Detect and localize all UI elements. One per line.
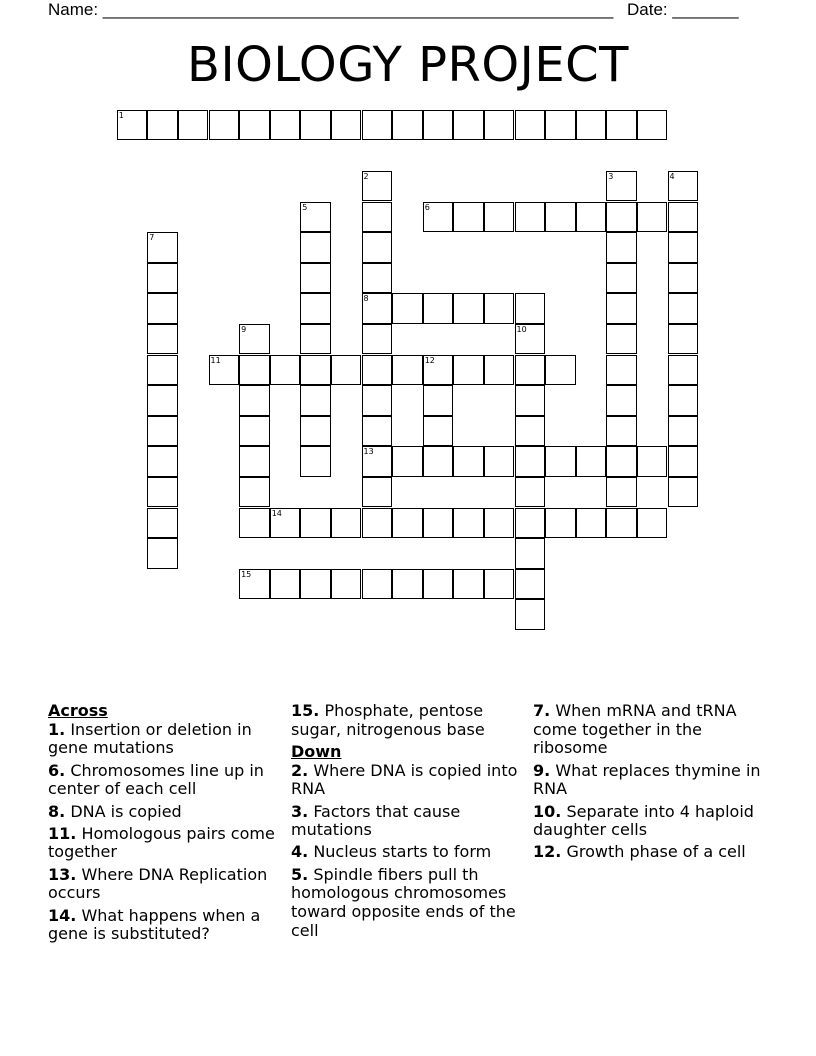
crossword-cell[interactable] bbox=[300, 416, 331, 447]
crossword-cell[interactable] bbox=[362, 477, 393, 508]
clue-number: 8. bbox=[48, 801, 66, 821]
crossword-cell[interactable] bbox=[515, 446, 546, 477]
crossword-cell[interactable] bbox=[484, 202, 515, 233]
crossword-cell[interactable] bbox=[239, 446, 270, 477]
clues-column-2 bbox=[291, 702, 526, 944]
clue-down-5 bbox=[291, 866, 526, 941]
crossword-cell[interactable] bbox=[362, 508, 393, 539]
cell-number: 5 bbox=[302, 202, 308, 212]
crossword-cell[interactable] bbox=[576, 202, 607, 233]
crossword-cell[interactable] bbox=[453, 355, 484, 386]
crossword-cell[interactable] bbox=[453, 569, 484, 600]
cell-number: 9 bbox=[241, 324, 247, 334]
crossword-cell[interactable] bbox=[484, 293, 515, 324]
crossword-cell[interactable] bbox=[239, 324, 270, 355]
crossword-cell[interactable] bbox=[606, 355, 637, 386]
crossword-cell[interactable] bbox=[423, 293, 454, 324]
crossword-cell[interactable] bbox=[484, 110, 515, 141]
crossword-cell[interactable] bbox=[270, 569, 301, 600]
crossword-cell[interactable] bbox=[147, 263, 178, 294]
cell-number: 15 bbox=[241, 569, 252, 579]
clue-number: 15. bbox=[291, 701, 320, 720]
crossword-cell[interactable] bbox=[270, 508, 301, 539]
cell-number: 2 bbox=[363, 171, 369, 181]
clue-text: Nucleus starts to form bbox=[313, 842, 492, 862]
clue-text: Where DNA Replication occurs bbox=[48, 864, 268, 903]
crossword-cell[interactable] bbox=[331, 508, 362, 539]
crossword-cell[interactable] bbox=[545, 355, 576, 386]
crossword-cell[interactable] bbox=[484, 508, 515, 539]
crossword-cell[interactable] bbox=[515, 569, 546, 600]
crossword-cell[interactable] bbox=[668, 385, 699, 416]
clue-number: 13. bbox=[48, 864, 77, 884]
crossword-cell[interactable] bbox=[606, 202, 637, 233]
name-field-label[interactable]: Name: ______________________________________________________ bbox=[48, 0, 614, 19]
crossword-cell[interactable] bbox=[668, 355, 699, 386]
crossword-cell[interactable] bbox=[668, 416, 699, 447]
clue-across-6 bbox=[48, 762, 280, 799]
clue-number: 11. bbox=[48, 823, 77, 843]
clues-column-3 bbox=[533, 702, 768, 866]
clue-text: Growth phase of a cell bbox=[566, 842, 746, 862]
crossword-cell[interactable] bbox=[239, 416, 270, 447]
clue-number: 10. bbox=[533, 801, 562, 821]
crossword-cell[interactable] bbox=[147, 293, 178, 324]
crossword-cell[interactable] bbox=[606, 171, 637, 202]
crossword-cell[interactable] bbox=[362, 293, 393, 324]
clue-text: Homologous pairs come together bbox=[48, 823, 275, 862]
crossword-cell[interactable] bbox=[576, 446, 607, 477]
cell-number: 8 bbox=[363, 294, 369, 304]
clue-text: DNA is copied bbox=[70, 801, 182, 821]
crossword-cell[interactable] bbox=[362, 324, 393, 355]
crossword-cell[interactable] bbox=[331, 569, 362, 600]
crossword-cell[interactable] bbox=[362, 569, 393, 600]
crossword-cell[interactable] bbox=[453, 110, 484, 141]
crossword-cell[interactable] bbox=[300, 293, 331, 324]
crossword-cell[interactable] bbox=[515, 293, 546, 324]
crossword-cell[interactable] bbox=[239, 385, 270, 416]
clue-across-11 bbox=[48, 825, 280, 862]
crossword-cell[interactable] bbox=[515, 355, 546, 386]
clue-text: Separate into 4 haploid daughter cells bbox=[533, 801, 754, 840]
crossword-cell[interactable] bbox=[300, 324, 331, 355]
crossword-cell[interactable] bbox=[331, 355, 362, 386]
crossword-cell[interactable] bbox=[423, 202, 454, 233]
crossword-cell[interactable] bbox=[606, 508, 637, 539]
crossword-cell[interactable] bbox=[392, 293, 423, 324]
clue-text: Chromosomes line up in center of each cell bbox=[48, 760, 264, 799]
crossword-cell[interactable] bbox=[147, 446, 178, 477]
clue-text: Factors that cause mutations bbox=[291, 801, 461, 840]
crossword-cell[interactable] bbox=[362, 171, 393, 202]
crossword-cell[interactable] bbox=[147, 508, 178, 539]
crossword-cell[interactable] bbox=[668, 232, 699, 263]
crossword-cell[interactable] bbox=[270, 110, 301, 141]
crossword-cell[interactable] bbox=[484, 355, 515, 386]
crossword-cell[interactable] bbox=[362, 263, 393, 294]
crossword-cell[interactable] bbox=[239, 110, 270, 141]
crossword-cell[interactable] bbox=[576, 110, 607, 141]
crossword-cell[interactable] bbox=[545, 508, 576, 539]
crossword-cell[interactable] bbox=[668, 324, 699, 355]
crossword-cell[interactable] bbox=[453, 202, 484, 233]
clue-across-8 bbox=[48, 803, 280, 822]
crossword-cell[interactable] bbox=[637, 202, 668, 233]
crossword-cell[interactable] bbox=[453, 446, 484, 477]
crossword-cell[interactable] bbox=[178, 110, 209, 141]
crossword-cell[interactable] bbox=[392, 569, 423, 600]
clue-down-7 bbox=[533, 702, 768, 758]
clue-text: What happens when a gene is substituted? bbox=[48, 905, 261, 944]
crossword-cell[interactable] bbox=[606, 293, 637, 324]
crossword-cell[interactable] bbox=[239, 477, 270, 508]
down-heading: Down bbox=[291, 741, 342, 761]
crossword-cell[interactable] bbox=[300, 569, 331, 600]
crossword-cell[interactable] bbox=[423, 446, 454, 477]
crossword-cell[interactable] bbox=[606, 263, 637, 294]
crossword-cell[interactable] bbox=[300, 355, 331, 386]
crossword-cell[interactable] bbox=[545, 110, 576, 141]
clue-text: What replaces thymine in RNA bbox=[533, 760, 761, 799]
clue-number: 1. bbox=[48, 719, 66, 739]
crossword-cell[interactable] bbox=[453, 508, 484, 539]
clue-number: 2. bbox=[291, 760, 309, 780]
cell-number: 3 bbox=[608, 171, 614, 181]
crossword-cell[interactable] bbox=[362, 355, 393, 386]
date-field-label[interactable]: Date: _______ bbox=[627, 0, 739, 19]
crossword-cell[interactable] bbox=[606, 385, 637, 416]
crossword-cell[interactable] bbox=[423, 110, 454, 141]
crossword-cell[interactable] bbox=[668, 202, 699, 233]
crossword-cell[interactable] bbox=[117, 110, 148, 141]
clue-number: 5. bbox=[291, 864, 309, 884]
cell-number: 10 bbox=[516, 324, 527, 334]
crossword-cell[interactable] bbox=[423, 385, 454, 416]
crossword-cell[interactable] bbox=[147, 110, 178, 141]
crossword-cell[interactable] bbox=[270, 355, 301, 386]
cell-number: 1 bbox=[118, 110, 124, 120]
clue-down-9 bbox=[533, 762, 768, 799]
crossword-cell[interactable] bbox=[239, 508, 270, 539]
cell-number: 13 bbox=[363, 447, 374, 457]
crossword-cell[interactable] bbox=[300, 232, 331, 263]
crossword-cell[interactable] bbox=[423, 416, 454, 447]
page-title: BIOLOGY PROJECT bbox=[187, 37, 629, 93]
crossword-cell[interactable] bbox=[484, 569, 515, 600]
crossword-cell[interactable] bbox=[668, 263, 699, 294]
clue-down-4 bbox=[291, 843, 526, 862]
crossword-cell[interactable] bbox=[668, 293, 699, 324]
crossword-cell[interactable] bbox=[209, 110, 240, 141]
cell-number: 4 bbox=[669, 171, 675, 181]
crossword-cell[interactable] bbox=[362, 446, 393, 477]
clue-down-12 bbox=[533, 843, 768, 862]
crossword-cell[interactable] bbox=[300, 202, 331, 233]
crossword-cell[interactable] bbox=[392, 508, 423, 539]
crossword-cell[interactable] bbox=[515, 508, 546, 539]
crossword-cell[interactable] bbox=[606, 324, 637, 355]
crossword-cell[interactable] bbox=[484, 446, 515, 477]
crossword-cell[interactable] bbox=[362, 385, 393, 416]
crossword-cell[interactable] bbox=[515, 477, 546, 508]
clue-across-1 bbox=[48, 721, 280, 758]
crossword-cell[interactable] bbox=[300, 508, 331, 539]
crossword-cell[interactable] bbox=[453, 293, 484, 324]
crossword-cell[interactable] bbox=[392, 110, 423, 141]
crossword-cell[interactable] bbox=[300, 446, 331, 477]
clue-text: Spindle fibers pull th homologous chromosomes toward opposite ends of the cell bbox=[291, 864, 516, 940]
crossword-cell[interactable] bbox=[423, 355, 454, 386]
crossword-cell[interactable] bbox=[515, 599, 546, 630]
clue-down-3 bbox=[291, 803, 526, 840]
crossword-cell[interactable] bbox=[147, 355, 178, 386]
clue-number: 9. bbox=[533, 760, 551, 780]
crossword-cell[interactable] bbox=[668, 171, 699, 202]
crossword-cell[interactable] bbox=[362, 202, 393, 233]
clue-down-2 bbox=[291, 762, 526, 799]
crossword-cell[interactable] bbox=[606, 446, 637, 477]
crossword-cell[interactable] bbox=[392, 446, 423, 477]
crossword-cell[interactable] bbox=[637, 110, 668, 141]
clue-text: Phosphate, pentose sugar, nitrogenous base bbox=[291, 701, 485, 739]
clue-number: 4. bbox=[291, 842, 309, 862]
crossword-cell[interactable] bbox=[515, 324, 546, 355]
crossword-cell[interactable] bbox=[300, 385, 331, 416]
crossword-cell[interactable] bbox=[515, 385, 546, 416]
clue-across-15 bbox=[291, 702, 526, 739]
crossword-cell[interactable] bbox=[392, 355, 423, 386]
clue-number: 7. bbox=[533, 701, 551, 720]
crossword-cell[interactable] bbox=[606, 110, 637, 141]
cell-number: 6 bbox=[424, 202, 430, 212]
clue-across-13 bbox=[48, 866, 280, 903]
clues-column-1 bbox=[48, 702, 280, 947]
crossword-cell[interactable] bbox=[515, 538, 546, 569]
crossword-cell[interactable] bbox=[331, 110, 362, 141]
crossword-cell[interactable] bbox=[637, 508, 668, 539]
crossword-cell[interactable] bbox=[606, 416, 637, 447]
crossword-cell[interactable] bbox=[239, 355, 270, 386]
crossword-cell[interactable] bbox=[147, 477, 178, 508]
crossword-cell[interactable] bbox=[545, 446, 576, 477]
crossword-cell[interactable] bbox=[362, 416, 393, 447]
crossword-cell[interactable] bbox=[147, 385, 178, 416]
crossword-cell[interactable] bbox=[515, 110, 546, 141]
crossword-cell[interactable] bbox=[362, 110, 393, 141]
clue-number: 3. bbox=[291, 801, 309, 821]
crossword-cell[interactable] bbox=[637, 446, 668, 477]
cell-number: 11 bbox=[210, 355, 221, 365]
crossword-cell[interactable] bbox=[423, 569, 454, 600]
cell-number: 7 bbox=[149, 233, 155, 243]
crossword-cell[interactable] bbox=[606, 232, 637, 263]
crossword-cell[interactable] bbox=[300, 110, 331, 141]
crossword-cell[interactable] bbox=[300, 263, 331, 294]
crossword-cell[interactable] bbox=[147, 416, 178, 447]
crossword-cell[interactable] bbox=[362, 232, 393, 263]
clue-across-14 bbox=[48, 907, 280, 944]
crossword-cell[interactable] bbox=[515, 416, 546, 447]
crossword-cell[interactable] bbox=[423, 508, 454, 539]
crossword-cell[interactable] bbox=[147, 232, 178, 263]
cell-number: 14 bbox=[271, 508, 282, 518]
clue-number: 6. bbox=[48, 760, 66, 780]
crossword-cell[interactable] bbox=[606, 477, 637, 508]
clue-number: 12. bbox=[533, 842, 562, 862]
crossword-cell[interactable] bbox=[515, 202, 546, 233]
crossword-cell[interactable] bbox=[545, 202, 576, 233]
crossword-cell[interactable] bbox=[576, 508, 607, 539]
clue-number: 14. bbox=[48, 905, 77, 925]
clue-down-10 bbox=[533, 803, 768, 840]
cell-number: 12 bbox=[424, 355, 435, 365]
crossword-cell[interactable] bbox=[147, 538, 178, 569]
clue-text: When mRNA and tRNA come together in the ribosome bbox=[533, 701, 737, 758]
across-heading: Across bbox=[48, 701, 108, 720]
crossword-cell[interactable] bbox=[668, 477, 699, 508]
clue-text: Where DNA is copied into RNA bbox=[291, 760, 518, 799]
crossword-cell[interactable] bbox=[239, 569, 270, 600]
crossword-cell[interactable] bbox=[209, 355, 240, 386]
crossword-cell[interactable] bbox=[147, 324, 178, 355]
clue-text: Insertion or deletion in gene mutations bbox=[48, 719, 252, 758]
crossword-cell[interactable] bbox=[668, 446, 699, 477]
